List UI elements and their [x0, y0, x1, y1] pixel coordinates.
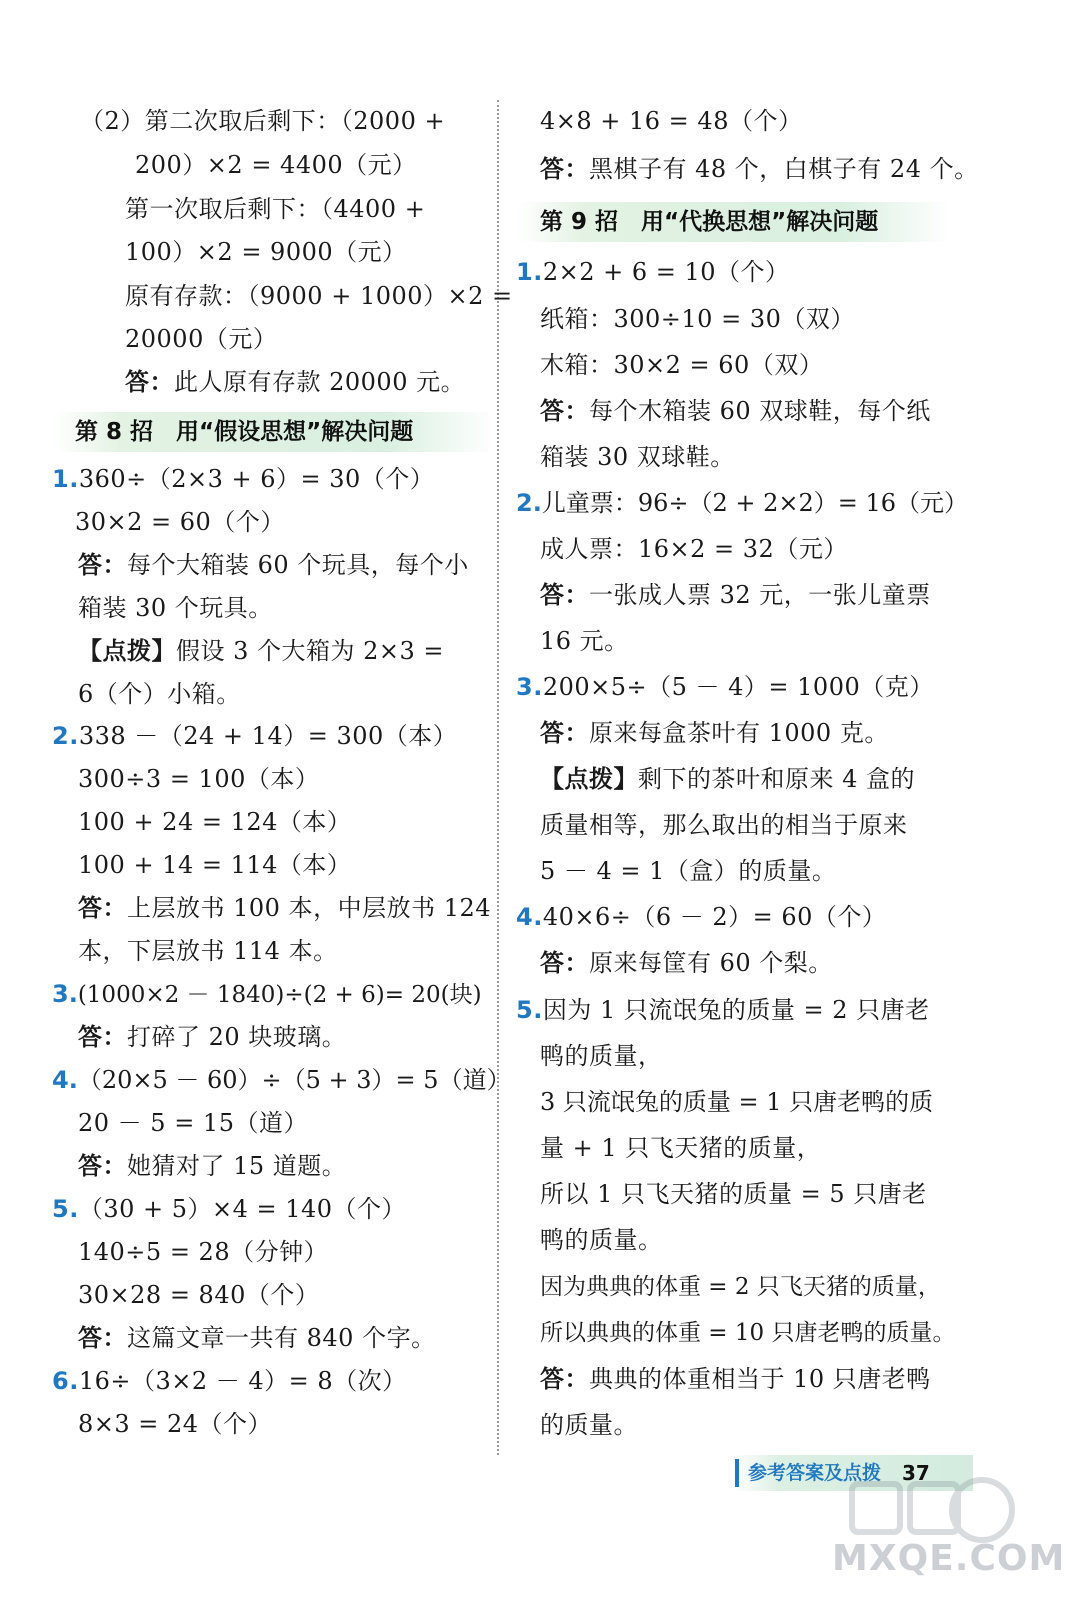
answer-line [78, 893, 491, 923]
problem-number: 2. [52, 722, 79, 750]
problem-number: 2. [516, 489, 542, 517]
answer-label: 答： [78, 1324, 127, 1352]
answer-label: 答： [540, 719, 589, 747]
text-line: 100 + 24 = 124（本） [78, 808, 352, 836]
text-line: 20 － 5 = 15（道） [78, 1109, 308, 1137]
problem-5-line [52, 1194, 406, 1224]
answer-label: 答： [78, 894, 127, 922]
text-line: 140÷5 = 28（分钟） [78, 1238, 329, 1266]
text-line: 箱装 30 个玩具。 [78, 594, 273, 622]
problem-number: 3. [516, 673, 543, 701]
text-line: 所以 1 只飞天猪的质量 = 5 只唐老 [540, 1180, 927, 1208]
answer-label: 答： [540, 1365, 589, 1393]
answer-text: 她猜对了 15 道题。 [127, 1152, 347, 1180]
answer-text: 此人原有存款 20000 元。 [174, 368, 466, 396]
formula-text: 16÷（3×2 － 4）= 8（次） [78, 1367, 407, 1395]
text-line: 的质量。 [540, 1411, 638, 1439]
answer-text: 上层放书 100 本，中层放书 124 [127, 894, 492, 922]
text-line: （2）第二次取后剩下：（2000 + [80, 107, 446, 135]
answer-label: 答： [540, 155, 589, 183]
problem-6-line [52, 1366, 407, 1396]
text-line: 因为典典的体重 = 2 只飞天猪的质量， [540, 1274, 941, 1300]
answer-text: 打碎了 20 块玻璃。 [127, 1023, 347, 1051]
watermark-text: MXQE.COM [832, 1538, 1065, 1579]
text-line: 第一次取后剩下：（4400 + [125, 195, 426, 223]
answer-text: 每个木箱装 60 双球鞋，每个纸 [589, 397, 931, 425]
problem-number: 5. [516, 996, 543, 1024]
text-line: 16 元。 [540, 627, 629, 655]
answer-label: 答： [125, 368, 174, 396]
answer-line [125, 367, 465, 397]
answer-line [540, 154, 979, 184]
problem-number: 3. [52, 980, 78, 1008]
problem-4-line [52, 1065, 511, 1095]
problem-1-line [52, 464, 434, 494]
answer-text: 黑棋子有 48 个，白棋子有 24 个。 [589, 155, 979, 183]
problem-3-line [52, 979, 482, 1010]
formula-text: 40×6÷（6 － 2）= 60（个） [542, 903, 887, 931]
problem-4-line [516, 902, 886, 932]
text-line: 箱装 30 双球鞋。 [540, 443, 735, 471]
answer-label: 答： [78, 551, 127, 579]
tip-label: 【点拨】 [540, 765, 638, 793]
text-line: 本，下层放书 114 本。 [78, 937, 338, 965]
answer-text: 这篇文章一共有 840 个字。 [127, 1324, 436, 1352]
answer-text: 原来每筐有 60 个梨。 [589, 949, 833, 977]
formula-text: 360÷（2×3 + 6）= 30（个） [78, 465, 435, 493]
answer-line [78, 1323, 436, 1353]
footer-accent-bar [735, 1459, 739, 1487]
answer-line [78, 1022, 346, 1052]
footer-section-label: 参考答案及点拨 [748, 1462, 882, 1484]
answer-text: 一张成人票 32 元，一张儿童票 [589, 581, 931, 609]
text-line: 20000（元） [125, 325, 278, 353]
text-line: 成人票：16×2 = 32（元） [540, 535, 848, 563]
problem-number: 4. [516, 903, 543, 931]
text-line: 木箱：30×2 = 60（双） [540, 351, 824, 379]
text-line: 3 只流氓兔的质量 = 1 只唐老鸭的质 [540, 1088, 934, 1116]
formula-text: （20×5 － 60）÷（5 + 3）= 5（道） [77, 1066, 511, 1094]
problem-number: 6. [52, 1367, 79, 1395]
text-line: 纸箱：300÷10 = 30（双） [540, 305, 855, 333]
answer-label: 答： [78, 1152, 127, 1180]
formula-text: 200×5÷（5 － 4）= 1000（克） [542, 673, 934, 701]
text-line: 鸭的质量。 [540, 1226, 663, 1254]
formula-text: 2×2 + 6 = 10（个） [542, 258, 790, 286]
answer-line [540, 948, 833, 978]
text-line: 原有存款：（9000 + 1000）×2 = [125, 282, 513, 310]
text-line: 30×2 = 60（个） [75, 508, 285, 536]
formula-text: (1000×2 － 1840)÷(2 + 6)= 20(块) [77, 982, 482, 1008]
text-line: 量 + 1 只飞天猪的质量， [540, 1134, 822, 1162]
text-line: 100 + 14 = 114（本） [78, 851, 352, 879]
text-line: 100）×2 = 9000（元） [125, 238, 407, 266]
text-line: 6（个）小箱。 [78, 680, 241, 708]
tip-text: 假设 3 个大箱为 2×3 = [176, 637, 445, 665]
tip-label: 【点拨】 [78, 637, 176, 665]
problem-number: 5. [52, 1195, 79, 1223]
text-line: 200）×2 = 4400（元） [135, 151, 417, 179]
problem-1-line [516, 257, 790, 287]
formula-text: 儿童票：96÷（2 + 2×2）= 16（元） [541, 489, 969, 517]
formula-text: 338 －（24 + 14）= 300（本） [78, 722, 458, 750]
answer-label: 答： [540, 949, 589, 977]
answer-line [78, 1151, 346, 1181]
text-line: 鸭的质量， [540, 1042, 663, 1070]
problem-2-line [516, 488, 968, 518]
text-line: 所以典典的体重 = 10 只唐老鸭的质量。 [540, 1320, 956, 1346]
answer-line [78, 550, 469, 580]
text-line: 8×3 = 24（个） [78, 1410, 273, 1438]
answer-label: 答： [540, 397, 589, 425]
section-heading-9: 第 9 招 用“代换思想”解决问题 [520, 202, 950, 242]
problem-3-line [516, 672, 934, 702]
page-number: 37 [902, 1461, 930, 1485]
answer-label: 答： [78, 1023, 127, 1051]
answer-line [540, 580, 931, 610]
answer-text: 每个大箱装 60 个玩具，每个小 [127, 551, 469, 579]
answer-text: 原来每盒茶叶有 1000 克。 [589, 719, 889, 747]
text-line: 300÷3 = 100（本） [78, 765, 320, 793]
answer-line [540, 718, 889, 748]
tip-text: 剩下的茶叶和原来 4 盒的 [638, 765, 916, 793]
text-line: 5 － 4 = 1（盒）的质量。 [540, 857, 837, 885]
problem-number: 1. [516, 258, 543, 286]
text-line: 4×8 + 16 = 48（个） [540, 107, 803, 135]
tip-line [540, 764, 915, 794]
formula-text: 因为 1 只流氓兔的质量 = 2 只唐老 [542, 996, 930, 1024]
problem-number: 4. [52, 1066, 78, 1094]
formula-text: （30 + 5）×4 = 140（个） [78, 1195, 407, 1223]
answer-line [540, 396, 931, 426]
answer-label: 答： [540, 581, 589, 609]
problem-number: 1. [52, 465, 79, 493]
tip-line [78, 636, 444, 666]
text-line: 30×28 = 840（个） [78, 1281, 320, 1309]
text-line: 质量相等，那么取出的相当于原来 [540, 811, 908, 839]
answer-text: 典典的体重相当于 10 只唐老鸭 [589, 1365, 931, 1393]
problem-5-line [516, 995, 930, 1025]
section-heading-8: 第 8 招 用“假设思想”解决问题 [55, 412, 495, 452]
problem-2-line [52, 721, 457, 751]
answer-line [540, 1364, 931, 1394]
